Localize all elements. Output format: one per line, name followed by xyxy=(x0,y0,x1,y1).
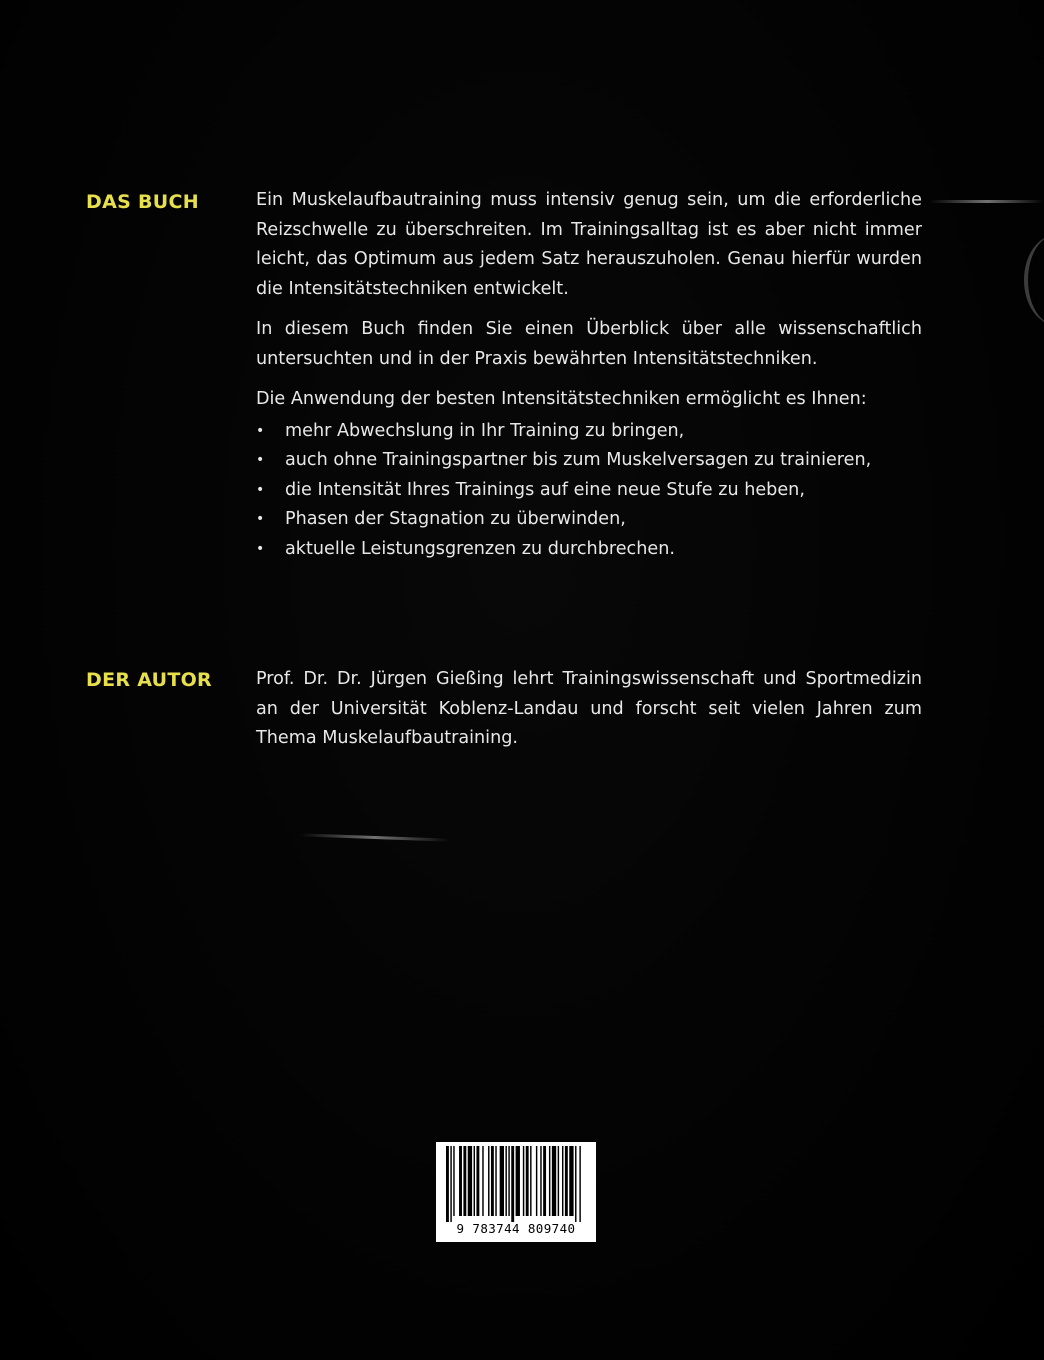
barcode-bar xyxy=(562,1146,563,1216)
benefit-item xyxy=(256,446,922,476)
barcode-bar xyxy=(516,1146,520,1216)
disc-edge-decoration xyxy=(1024,235,1044,325)
barcode-bar xyxy=(500,1146,504,1216)
author-section-label: DER AUTOR xyxy=(86,669,212,691)
barcode-bar xyxy=(474,1146,475,1216)
book-section-body xyxy=(256,186,922,564)
benefit-item xyxy=(256,417,922,447)
barcode-bar xyxy=(579,1146,580,1222)
barcode-bar xyxy=(450,1146,451,1222)
barcode-bar xyxy=(508,1146,509,1216)
barcode-bars-icon xyxy=(444,1146,588,1222)
barcode-bar xyxy=(482,1146,483,1216)
bullet-icon: • xyxy=(256,422,265,439)
barcode-bar xyxy=(488,1146,489,1216)
isbn-barcode xyxy=(436,1142,596,1242)
benefit-text: die Intensität Ihres Trainings auf eine neue Stufe zu heben, xyxy=(285,479,805,500)
author-bio: Prof. Dr. Dr. Jürgen Gießing lehrt Trainingswissenschaft und Sportmedizin an der Universität Koblenz-Landau und forscht seit vielen Jahren zum Thema Muskelaufbautraining. xyxy=(256,669,922,748)
light-streak-bottom xyxy=(300,833,450,841)
book-paragraph-3: Die Anwendung der besten Intensitätstechniken ermöglicht es Ihnen: xyxy=(256,389,867,409)
benefit-text: aktuelle Leistungsgrenzen zu durchbrechen. xyxy=(285,538,675,559)
book-paragraph-1: Ein Muskelaufbautraining muss intensiv genug sein, um die erforderliche Reizschwelle zu überschreiten. Im Trainingsalltag ist es aber nicht immer leicht, das Optimum aus jedem Satz herauszuholen. Genau hierfür wurden die Intensitätstechniken entwickelt. xyxy=(256,190,922,299)
bullet-icon: • xyxy=(256,511,265,527)
barcode-bar xyxy=(540,1146,541,1216)
barcode-bar xyxy=(526,1146,529,1216)
barcode-bar xyxy=(558,1146,559,1216)
book-section-label: DAS BUCH xyxy=(86,191,199,213)
barcode-bar xyxy=(495,1146,496,1216)
book-paragraph-2: In diesem Buch finden Sie einen Überblick über alle wissenschaftlich untersuchten und in der Praxis bewährten Intensitätstechniken. xyxy=(256,319,922,369)
barcode-bar xyxy=(536,1146,537,1216)
light-streak-top-right xyxy=(930,200,1044,203)
barcode-bar xyxy=(549,1146,550,1216)
bullet-icon: • xyxy=(256,481,265,498)
isbn-digits: 9 783744 809740 xyxy=(456,1221,576,1236)
benefit-text: auch ohne Trainingspartner bis zum Muskelversagen zu trainieren, xyxy=(285,450,872,470)
barcode-bar xyxy=(505,1146,506,1216)
benefit-item xyxy=(256,505,922,535)
bullet-icon: • xyxy=(256,452,265,468)
barcode-bar xyxy=(569,1146,573,1216)
barcode-bar xyxy=(468,1146,472,1216)
benefits-list xyxy=(256,417,922,565)
benefit-item xyxy=(256,476,922,506)
benefit-text: mehr Abwechslung in Ihr Training zu bringen, xyxy=(285,420,685,441)
barcode-bar xyxy=(552,1146,556,1216)
barcode-bar xyxy=(511,1146,514,1222)
author-section-body xyxy=(256,665,922,765)
barcode-bar xyxy=(565,1146,568,1216)
benefit-text: Phasen der Stagnation zu überwinden, xyxy=(285,509,626,529)
bullet-icon: • xyxy=(256,540,265,557)
barcode-bar xyxy=(453,1146,454,1216)
barcode-bar xyxy=(491,1146,494,1216)
barcode-bar xyxy=(575,1146,576,1222)
barcode-bar xyxy=(523,1146,524,1216)
barcode-bar xyxy=(459,1146,462,1216)
barcode-bar xyxy=(446,1146,449,1222)
benefit-item xyxy=(256,535,922,565)
barcode-bar xyxy=(463,1146,466,1216)
barcode-bar xyxy=(476,1146,479,1216)
barcode-bar xyxy=(543,1146,546,1216)
barcode-bar xyxy=(530,1146,531,1216)
